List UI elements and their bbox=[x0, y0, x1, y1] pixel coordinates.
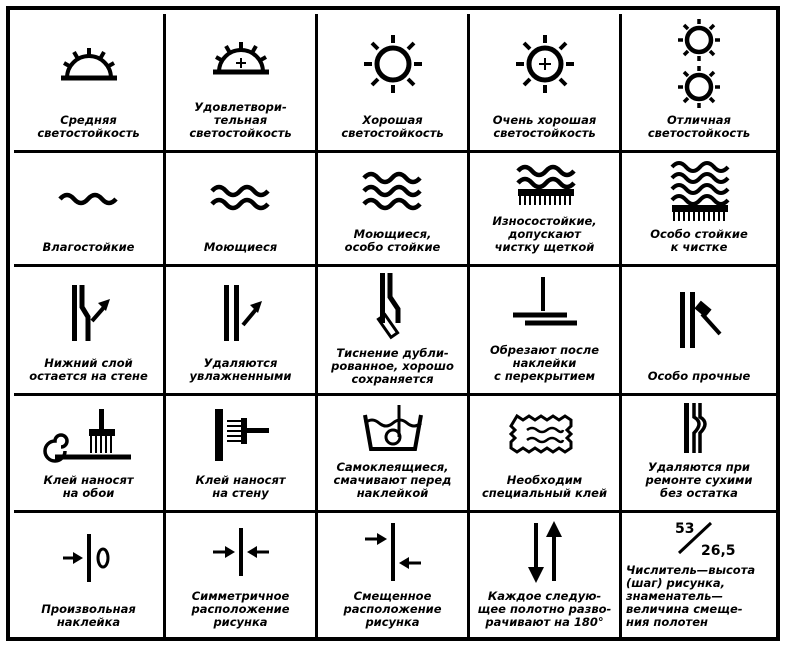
water-basin-icon bbox=[353, 399, 433, 459]
cell-free-match bbox=[14, 513, 166, 639]
cell-glue-on-wall bbox=[166, 396, 318, 513]
caption: Моющиеся, особо стойкие bbox=[344, 227, 441, 254]
peel-layer-icon bbox=[54, 277, 124, 347]
sun-plus-icon bbox=[510, 29, 580, 99]
caption: Обрезают после наклейки с перекрытием bbox=[489, 343, 599, 383]
ratio-numerator: 53 bbox=[675, 520, 695, 537]
caption: Необходим специальный клей bbox=[481, 473, 608, 500]
cell-self-adhesive bbox=[318, 396, 470, 513]
cell-overlap-trim bbox=[470, 267, 622, 396]
special-glue-icon bbox=[505, 410, 585, 460]
cell-extra-clean-resistant bbox=[622, 153, 776, 267]
half-sun-icon bbox=[49, 34, 129, 94]
embossing-icon bbox=[358, 267, 428, 347]
overlap-cut-icon bbox=[505, 271, 585, 341]
ratio-icon bbox=[649, 517, 749, 561]
ratio-denominator: 26,5 bbox=[701, 542, 736, 559]
cell-special-glue bbox=[470, 396, 622, 513]
three-waves-icon bbox=[358, 166, 428, 216]
peel-wet-icon bbox=[206, 277, 276, 347]
waves-brush-icon bbox=[510, 159, 580, 209]
half-sun-plus-icon bbox=[201, 28, 281, 88]
cell-excellent-lightfastness bbox=[622, 14, 776, 153]
caption: Особо прочные bbox=[647, 369, 751, 383]
cell-satisfactory-lightfastness bbox=[166, 14, 318, 153]
wallpaper-symbols-grid bbox=[14, 14, 776, 639]
sun-icon bbox=[358, 29, 428, 99]
caption: Тиснение дубли- рованное, хорошо сохраняется bbox=[331, 346, 454, 386]
cell-straight-match bbox=[166, 513, 318, 639]
cell-reverse-hanging bbox=[470, 513, 622, 639]
caption: Каждое следую- щее полотно разво- рачивают на 180° bbox=[477, 589, 612, 629]
caption: Особо стойкие к чистке bbox=[650, 227, 748, 254]
cell-washable bbox=[166, 153, 318, 267]
cell-remove-wet bbox=[166, 267, 318, 396]
caption: Смещенное расположение рисунка bbox=[343, 589, 442, 629]
brush-on-roll-icon bbox=[39, 405, 139, 465]
straight-match-icon bbox=[201, 522, 281, 582]
free-match-icon bbox=[49, 528, 129, 588]
caption: Произвольная наклейка bbox=[41, 602, 136, 629]
caption: Клей наносят на обои bbox=[43, 473, 134, 500]
hammer-wall-icon bbox=[664, 284, 734, 354]
two-waves-icon bbox=[206, 177, 276, 217]
caption: Числитель—высота (шаг) рисунка, знаменатель— величина смеще- ния полотен bbox=[626, 563, 756, 629]
caption: Отличная светостойкость bbox=[647, 113, 751, 140]
cell-good-lightfastness bbox=[318, 14, 470, 153]
cell-offset-match bbox=[318, 513, 470, 639]
reverse-hang-icon bbox=[510, 517, 580, 587]
four-waves-brush-icon bbox=[664, 159, 734, 223]
double-sun-icon bbox=[669, 17, 729, 111]
caption: Самоклеящиеся, смачивают перед наклейкой bbox=[333, 460, 452, 500]
caption: Удаляются увлажненными bbox=[189, 356, 292, 383]
caption: Хорошая светостойкость bbox=[341, 113, 444, 140]
caption: Износостойкие, допускают чистку щеткой bbox=[492, 214, 597, 254]
offset-match-icon bbox=[353, 519, 433, 585]
cell-wear-resistant bbox=[470, 153, 622, 267]
caption: Влагостойкие bbox=[42, 240, 135, 254]
cell-glue-on-paper bbox=[14, 396, 166, 513]
cell-moisture-resistant bbox=[14, 153, 166, 267]
caption: Нижний слой остается на стене bbox=[29, 356, 148, 383]
cell-pattern-repeat bbox=[622, 513, 776, 639]
cell-duplex-embossing bbox=[318, 267, 470, 396]
caption: Удовлетвори- тельная светостойкость bbox=[189, 100, 292, 140]
cell-backing-stays bbox=[14, 267, 166, 396]
cell-very-good-lightfastness bbox=[470, 14, 622, 153]
cell-washable-extra bbox=[318, 153, 470, 267]
dry-strip-icon bbox=[664, 399, 734, 459]
caption: Средняя светостойкость bbox=[37, 113, 140, 140]
cell-extra-strong bbox=[622, 267, 776, 396]
cell-medium-lightfastness bbox=[14, 14, 166, 153]
caption: Моющиеся bbox=[203, 240, 278, 254]
caption: Удаляются при ремонте сухими без остатка bbox=[645, 460, 753, 500]
caption: Симметричное расположение рисунка bbox=[191, 589, 290, 629]
one-wave-icon bbox=[54, 182, 124, 212]
brush-on-wall-icon bbox=[201, 405, 281, 465]
cell-dry-strippable bbox=[622, 396, 776, 513]
caption: Клей наносят на стену bbox=[195, 473, 286, 500]
caption: Очень хорошая светостойкость bbox=[492, 113, 597, 140]
